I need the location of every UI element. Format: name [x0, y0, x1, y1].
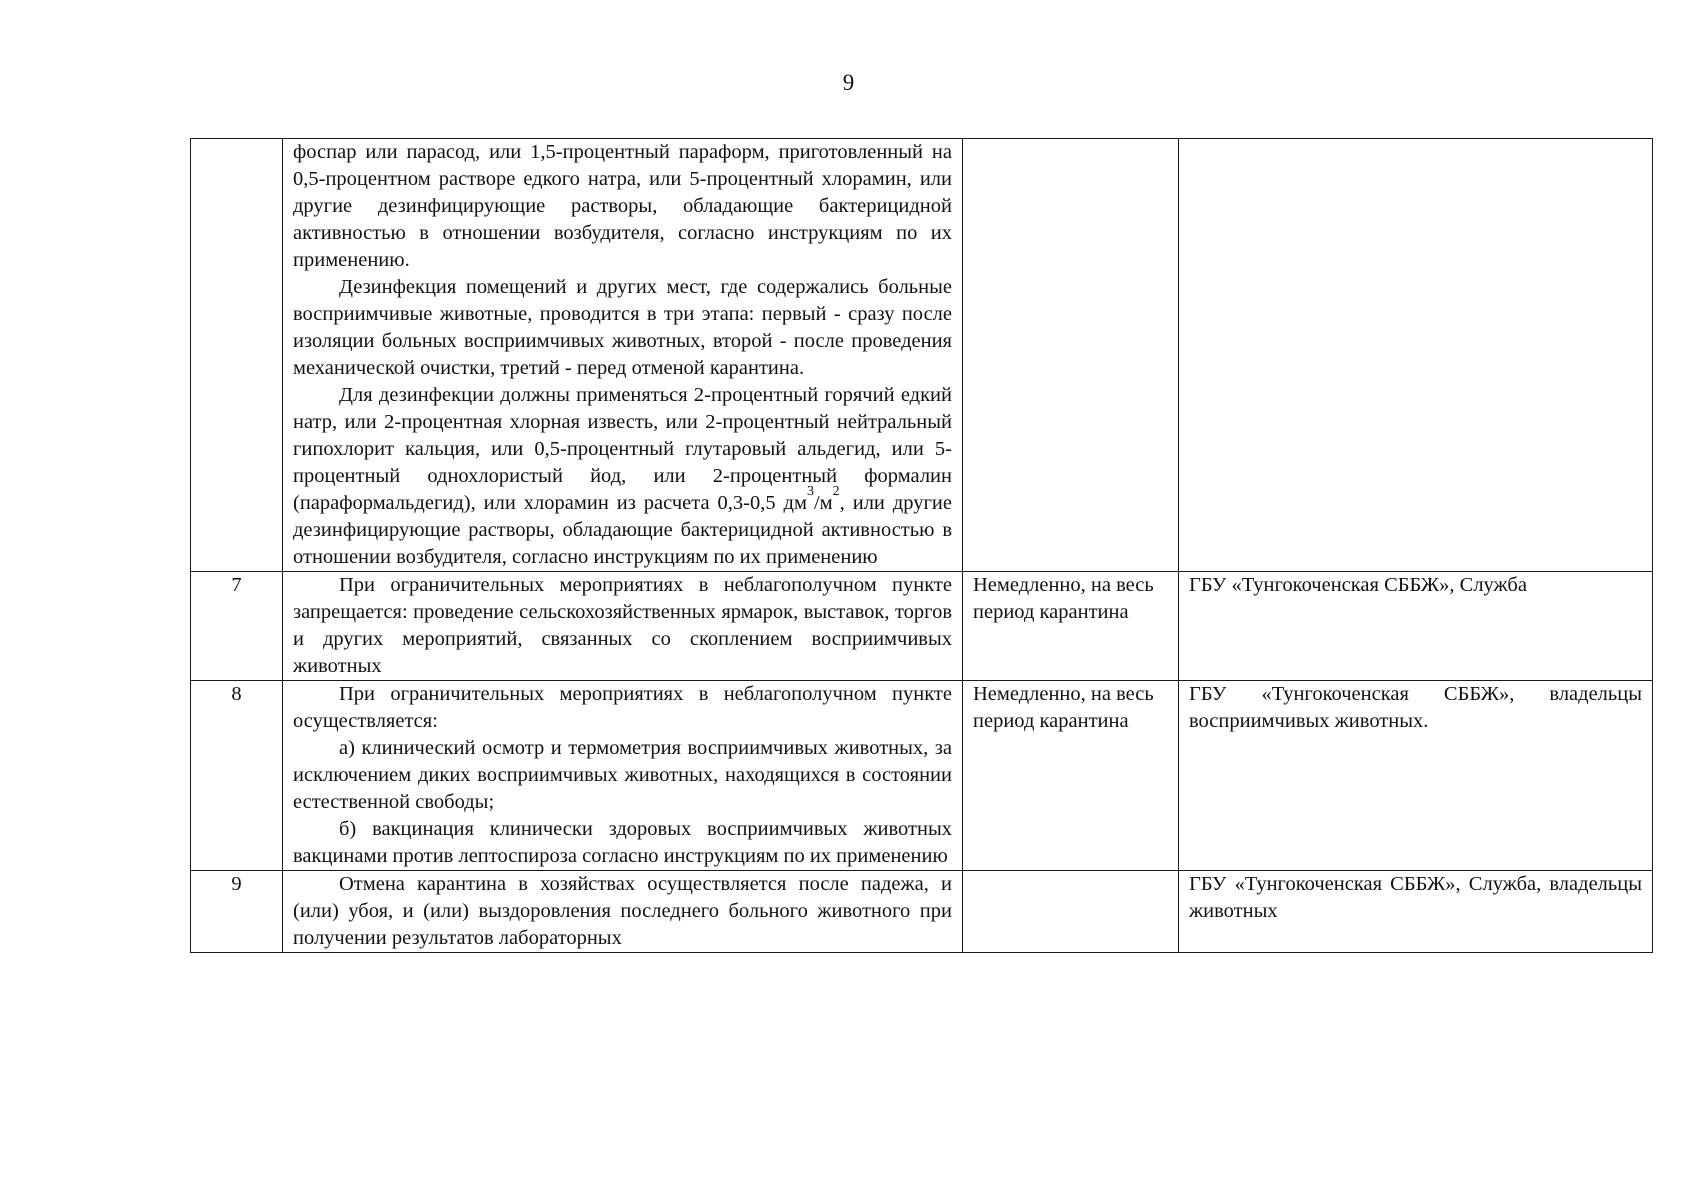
page-number: 9 — [842, 70, 855, 95]
responsible-cell — [1179, 139, 1653, 572]
table-row — [191, 681, 1653, 871]
row-number: 7 — [191, 572, 283, 681]
paragraph: б) вакцинация клинически здоровых восприимчивых животных вакцинами против лептоспироза согласно инструкциям по их применению — [293, 818, 952, 867]
measure-text — [283, 572, 963, 681]
paragraph: фоспар или парасод, или 1,5-процентный параформ, приготовленный на 0,5-процентном растворе едкого натра, или 5-процентный хлорамин, или другие дезинфицирующие растворы, обладающие бактерицидной активностью в отношении возбудителя, согласно инструкциям по их применению. — [293, 141, 952, 271]
responsible-cell: ГБУ «Тунгокоченская СББЖ», владельцы восприимчивых животных. — [1179, 681, 1653, 871]
responsible-cell: ГБУ «Тунгокоченская СББЖ», Служба, владельцы животных — [1179, 871, 1653, 953]
clipped-text — [293, 871, 952, 952]
table-row — [191, 572, 1653, 681]
paragraph: а) клинический осмотр и термометрия восприимчивых животных, за исключением диких восприимчивых животных, находящихся в состоянии естественной свободы; — [293, 737, 952, 813]
measure-text — [283, 871, 963, 953]
responsible-cell: ГБУ «Тунгокоченская СББЖ», Служба — [1179, 572, 1653, 681]
text-fragment: , или другие дезинфицирующие растворы, обладающие бактерицидной активностью в отношении возбудителя, согласно инструкциям по их применению — [293, 492, 953, 568]
superscript: 3 — [806, 484, 814, 500]
superscript: 2 — [832, 484, 840, 500]
term-cell — [963, 139, 1179, 572]
paragraph: При ограничительных мероприятиях в неблагополучном пункте осуществляется: — [293, 683, 952, 732]
paragraph — [293, 382, 952, 571]
measure-text — [283, 139, 963, 572]
text-fragment: Для дезинфекции должны применяться 2-процентный горячий едкий натр, или 2-процентная хлорная известь, или 2-процентный нейтральный гипохлорит кальция, или 0,5-процентный глутаровый альдегид, или 5-процентный однохлористый йод, или 2-процентный формалин (параформальдегид), или хлорамин из расчета 0,3-0,5 дм — [293, 384, 952, 514]
table-row — [191, 871, 1653, 953]
measure-text — [283, 681, 963, 871]
row-number — [191, 139, 283, 572]
paragraph: Отмена карантина в хозяйствах осуществляется после падежа, и (или) убоя, и (или) выздоровления последнего больного животного при получении результатов лабораторных — [293, 873, 952, 949]
text-fragment: /м — [813, 492, 833, 514]
term-cell: Немедленно, на весь период карантина — [963, 572, 1179, 681]
paragraph: Дезинфекция помещений и других мест, где содержались больные восприимчивые животные, проводится в три этапа: первый - сразу после изоляции больных восприимчивых животных, второй - после проведения механической очистки, третий - перед отменой карантина. — [293, 276, 952, 379]
row-number: 8 — [191, 681, 283, 871]
paragraph: При ограничительных мероприятиях в неблагополучном пункте запрещается: проведение сельскохозяйственных ярмарок, выставок, торгов и других мероприятий, связанных со скоплением восприимчивых животных — [293, 574, 952, 677]
term-cell: Немедленно, на весь период карантина — [963, 681, 1179, 871]
table-row — [191, 139, 1653, 572]
term-cell — [963, 871, 1179, 953]
row-number: 9 — [191, 871, 283, 953]
measures-table — [190, 138, 1653, 953]
